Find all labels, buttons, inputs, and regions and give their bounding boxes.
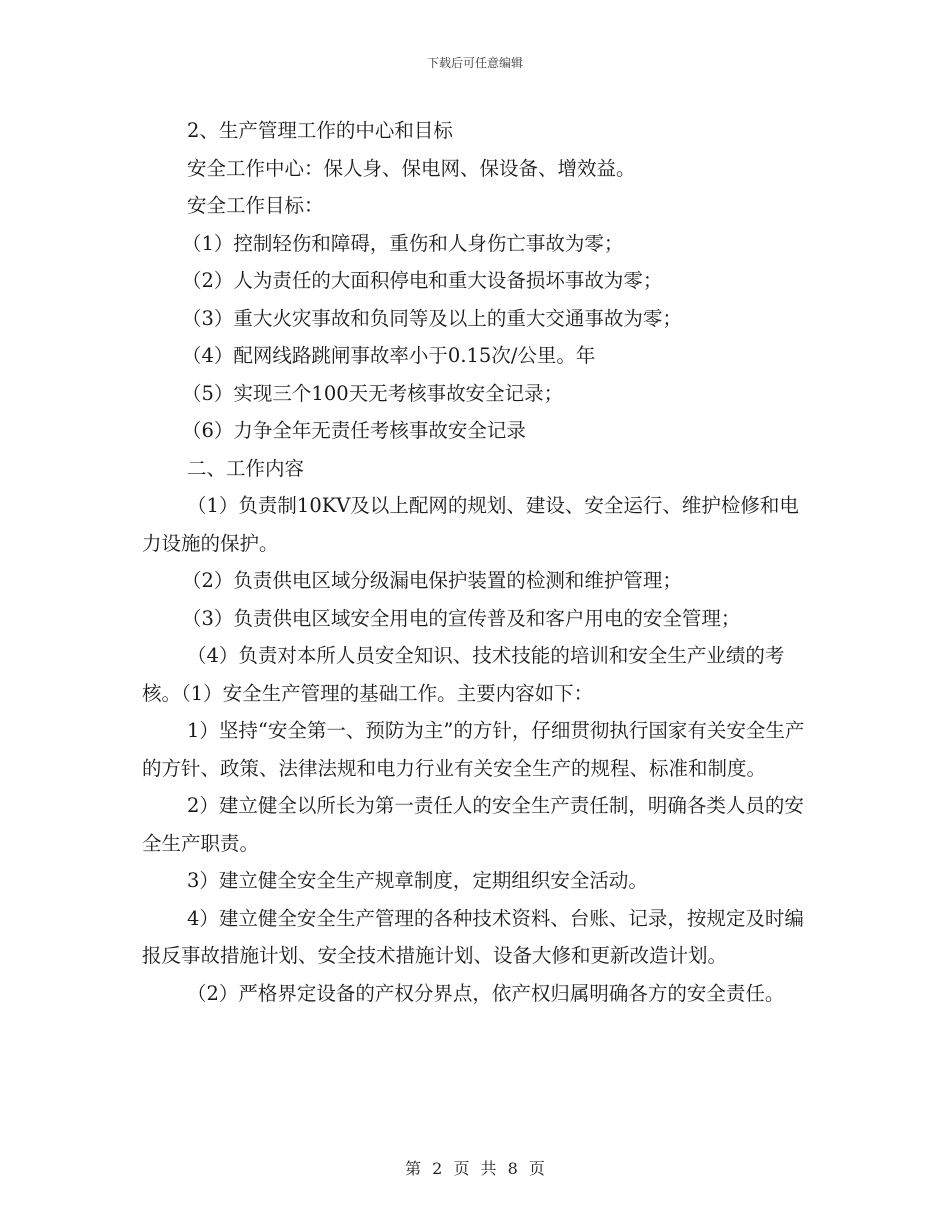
page-footer: 第 2 页 共 8 页 <box>405 1159 545 1178</box>
paragraph: 安全工作目标： <box>187 194 324 217</box>
document-body <box>142 112 807 1012</box>
list-item: 3）建立健全安全生产规章制度，定期组织安全活动。 <box>187 869 648 892</box>
list-item: （3）负责供电区域安全用电的宣传普及和客户用电的安全管理； <box>182 606 741 630</box>
list-item: （3）重大火灾事故和负同等及以上的重大交通事故为零； <box>182 306 682 330</box>
list-item: （5）实现三个100天无考核事故安全记录； <box>182 381 564 405</box>
paragraph: 安全工作中心：保人身、保电网、保设备、增效益。 <box>187 156 636 180</box>
section-heading: 2、生产管理工作的中心和目标 <box>187 119 453 142</box>
list-item: 4）建立健全安全生产管理的各种技术资料、台账、记录，按规定及时编报反事故措施计划、安全技术措施计划、设备大修和更新改造计划。 <box>142 906 804 967</box>
list-item: （2）严格界定设备的产权分界点，依产权归属明确各方的安全责任。 <box>187 981 785 1005</box>
page-header: 下载后可任意编辑 <box>426 56 523 70</box>
list-item: （4）配网线路跳闸事故率小于0.15次/公里。年 <box>182 344 596 367</box>
list-item: 1）坚持“安全第一、预防为主”的方针，仔细贯彻执行国家有关安全生产的方针、政策、法律法规和电力行业有关安全生产的规程、标准和制度。 <box>142 719 805 780</box>
list-item: 2）建立健全以所长为第一责任人的安全生产责任制，明确各类人员的安全生产职责。 <box>142 794 804 855</box>
list-item: （1）负责制10KV及以上配网的规划、建设、安全运行、维护检修和电力设施的保护。 <box>142 494 799 555</box>
list-item: （6）力争全年无责任考核事故安全记录 <box>182 419 526 442</box>
list-item: （1）控制轻伤和障碍，重伤和人身伤亡事故为零； <box>182 231 624 255</box>
list-item: （4）负责对本所人员安全知识、技术技能的培训和安全生产业绩的考核。（1）安全生产管理的基础工作。主要内容如下： <box>142 644 785 705</box>
list-item: （2）负责供电区域分级漏电保护装置的检测和维护管理； <box>182 569 682 592</box>
section-heading: 二、工作内容 <box>187 456 305 480</box>
list-item: （2）人为责任的大面积停电和重大设备损坏事故为零； <box>182 269 663 292</box>
